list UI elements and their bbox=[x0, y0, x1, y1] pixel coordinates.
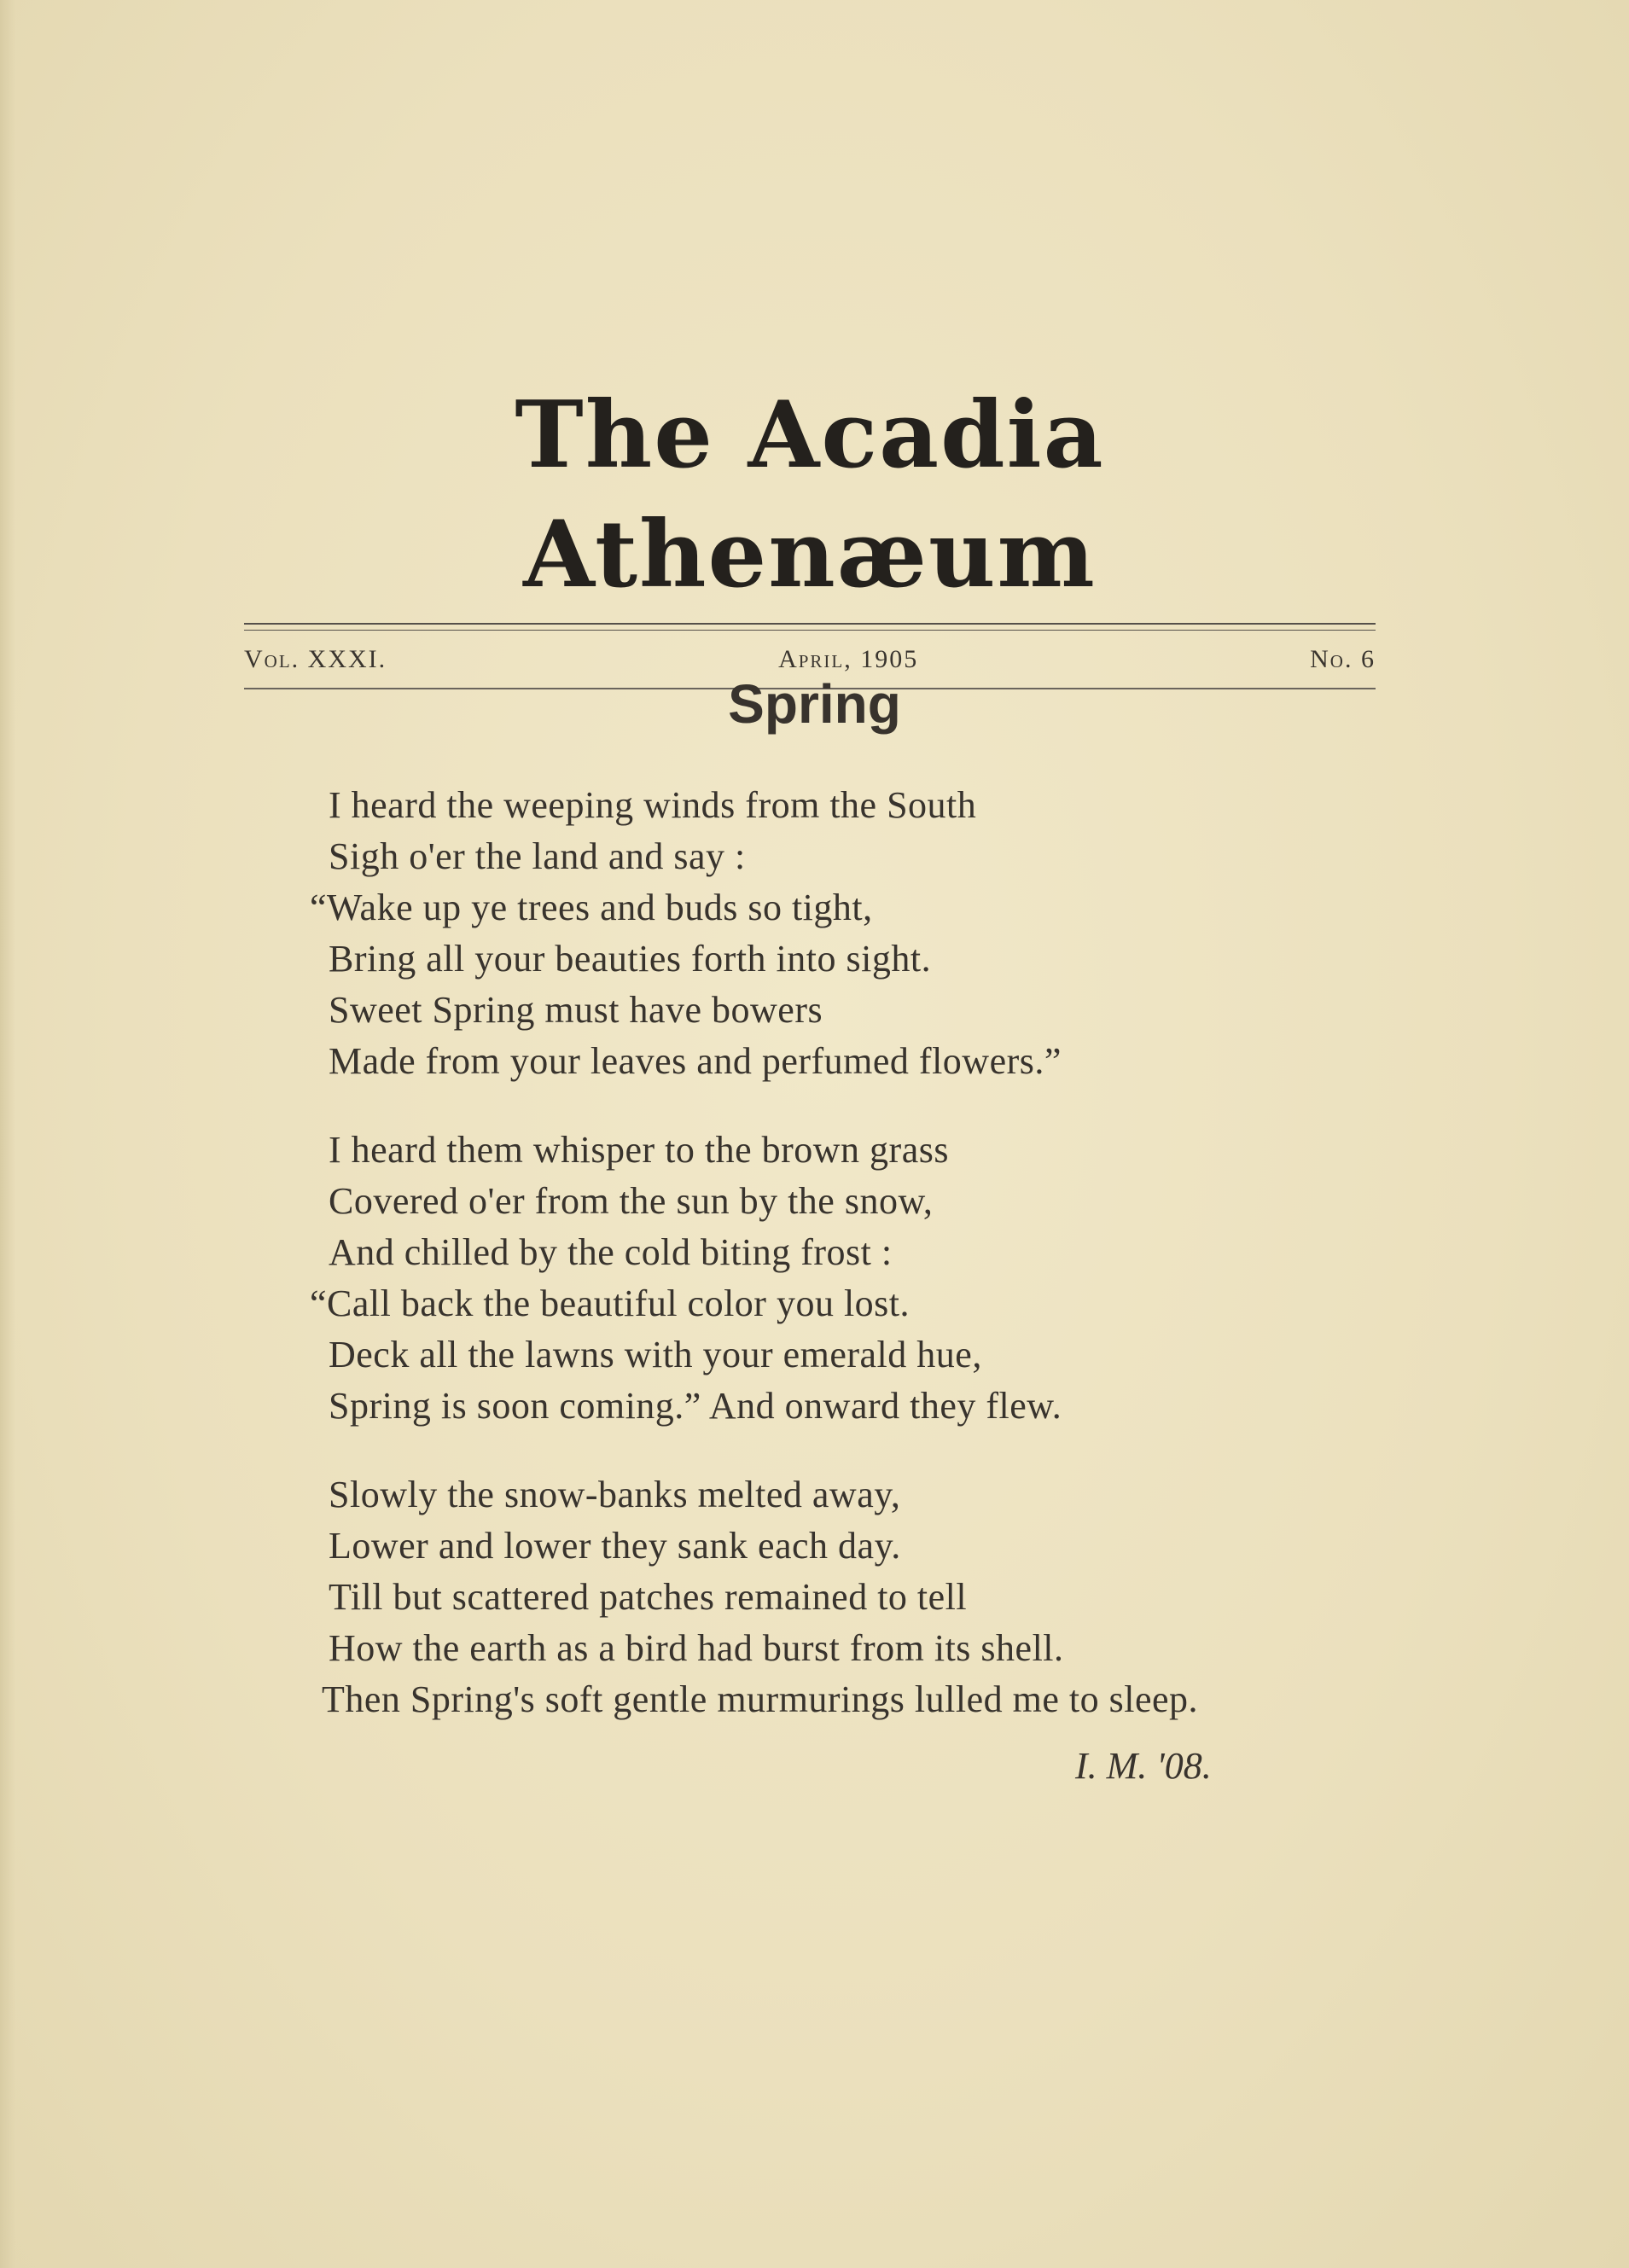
poem-line: Slowly the snow-banks melted away, bbox=[329, 1474, 901, 1515]
poem-line: How the earth as a bird had burst from its shell. bbox=[329, 1627, 1064, 1669]
poem-line: Lower and lower they sank each day. bbox=[329, 1525, 901, 1567]
poem-signature: I. M. '08. bbox=[1075, 1745, 1212, 1787]
poem-line: Sweet Spring must have bowers bbox=[329, 989, 823, 1031]
poem-line: Sigh o'er the land and say : bbox=[329, 835, 746, 877]
poem-line: And chilled by the cold biting frost : bbox=[329, 1231, 893, 1273]
poem-line: “Call back the beautiful color you lost. bbox=[310, 1282, 910, 1324]
poem-line: Covered o'er from the sun by the snow, bbox=[329, 1180, 934, 1222]
masthead-double-rule bbox=[244, 623, 1376, 633]
masthead bbox=[244, 375, 1376, 689]
poem-line: Then Spring's soft gentle murmurings lulled me to sleep. bbox=[322, 1678, 1199, 1720]
poem-title: Spring bbox=[728, 673, 901, 735]
poem-line: Till but scattered patches remained to tell bbox=[329, 1576, 968, 1618]
poem-line: Made from your leaves and perfumed flowers.” bbox=[329, 1040, 1062, 1082]
poem-line: Deck all the lawns with your emerald hue, bbox=[329, 1334, 982, 1375]
poem-line: Bring all your beauties forth into sight. bbox=[329, 938, 932, 980]
poem-line: I heard the weeping winds from the South bbox=[329, 784, 977, 826]
poem-line: “Wake up ye trees and buds so tight, bbox=[310, 887, 873, 928]
journal-title: The Acadia Athenæum bbox=[515, 381, 1105, 608]
stanza-1 bbox=[310, 780, 1438, 1087]
issue-number: No. 6 bbox=[1310, 645, 1376, 673]
page-edge-shadow bbox=[0, 0, 15, 2268]
stanza-2 bbox=[310, 1125, 1438, 1432]
volume-number: Vol. XXXI. bbox=[244, 645, 387, 673]
poem-line: Spring is soon coming.” And onward they flew. bbox=[329, 1385, 1062, 1427]
issue-date: April, 1905 bbox=[778, 645, 919, 673]
poem-line: I heard them whisper to the brown grass bbox=[329, 1129, 949, 1171]
stanza-3 bbox=[322, 1469, 1438, 1725]
poem-body bbox=[310, 780, 1438, 1725]
